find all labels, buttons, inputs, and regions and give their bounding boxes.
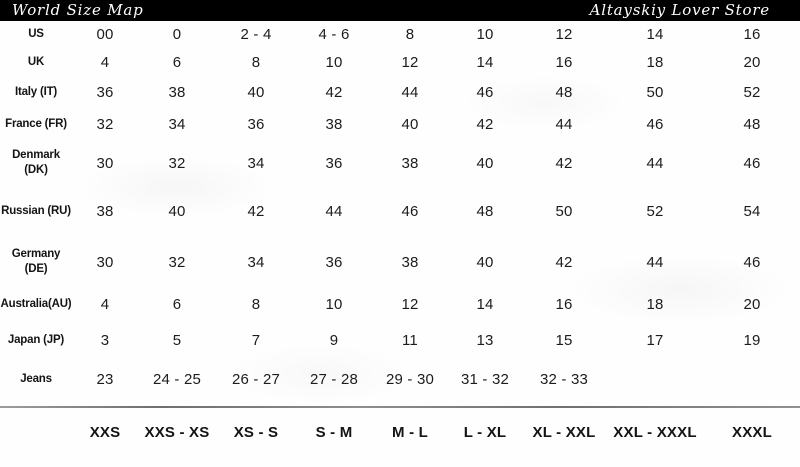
size-value: 4 - 6 — [318, 25, 350, 43]
size-value: 16 — [555, 53, 573, 71]
size-value: 17 — [646, 332, 664, 349]
size-value: 40 — [168, 202, 186, 220]
size-value: 13 — [476, 332, 494, 349]
footer-size-label: S - M — [315, 424, 353, 441]
table-row — [0, 140, 800, 186]
size-value: 27 - 28 — [309, 370, 359, 388]
table-row — [0, 108, 800, 140]
size-value: 46 — [401, 202, 419, 220]
footer-size-label: M - L — [392, 424, 428, 441]
size-value: 38 — [401, 154, 419, 172]
size-value: 20 — [743, 53, 761, 71]
size-value — [704, 360, 800, 398]
row-label-line: Australia(AU) — [0, 298, 72, 310]
size-value: 34 — [247, 154, 265, 172]
footer-size-label: XXS - XS — [144, 424, 210, 441]
size-value: 0 — [172, 25, 182, 43]
size-value: 32 — [168, 154, 186, 172]
size-value: 46 — [743, 253, 761, 271]
row-label — [0, 321, 72, 360]
size-value: 12 — [401, 296, 419, 313]
size-value: 30 — [96, 154, 114, 172]
footer-empty-cell — [0, 408, 72, 457]
size-value: 52 — [646, 202, 664, 220]
size-value: 3 — [100, 332, 110, 349]
footer-size-row — [0, 408, 800, 457]
size-value: 36 — [247, 115, 265, 133]
size-value: 44 — [555, 115, 573, 133]
size-value: 16 — [743, 25, 761, 43]
size-value: 48 — [743, 115, 761, 133]
size-value: 11 — [402, 332, 418, 349]
row-label-line: Denmark — [12, 149, 60, 161]
size-value: 44 — [401, 84, 419, 101]
size-value: 16 — [555, 296, 573, 313]
row-label-line: France (FR) — [5, 117, 67, 130]
size-value: 40 — [476, 154, 494, 172]
size-value: 42 — [555, 253, 573, 271]
size-value: 26 - 27 — [231, 370, 281, 388]
size-value: 19 — [743, 332, 761, 349]
size-value: 9 — [329, 332, 339, 349]
size-value: 44 — [325, 202, 343, 220]
size-value: 18 — [646, 53, 664, 71]
size-value: 29 - 30 — [385, 370, 435, 388]
size-value: 38 — [401, 253, 419, 271]
size-value: 48 — [555, 84, 573, 101]
table-row — [0, 360, 800, 398]
size-value: 34 — [247, 253, 265, 271]
row-label — [0, 47, 72, 77]
row-label — [0, 288, 72, 321]
row-label — [0, 140, 72, 186]
size-value: 40 — [476, 253, 494, 271]
size-value: 31 - 32 — [460, 370, 510, 388]
row-label-line: Italy (IT) — [14, 86, 58, 98]
size-value: 8 — [251, 296, 261, 313]
table-row — [0, 77, 800, 108]
size-value: 36 — [96, 84, 114, 101]
size-value: 7 — [251, 332, 261, 349]
size-value: 50 — [555, 202, 573, 220]
table-row — [0, 236, 800, 288]
footer-size-label: XL - XXL — [532, 424, 596, 441]
size-value: 6 — [172, 296, 182, 313]
size-value: 48 — [476, 202, 494, 220]
row-label-line: US — [28, 27, 44, 40]
size-value: 32 — [96, 115, 114, 133]
size-value: 12 — [401, 53, 419, 71]
size-value: 46 — [743, 154, 761, 172]
size-value: 52 — [743, 84, 761, 101]
table-row — [0, 47, 800, 77]
header-bar — [0, 0, 800, 21]
size-value: 46 — [476, 84, 494, 101]
size-table-body — [0, 21, 800, 398]
footer-size-label: L - XL — [463, 424, 507, 441]
size-value: 14 — [476, 53, 494, 71]
size-value: 10 — [476, 25, 494, 43]
size-value: 00 — [96, 25, 114, 43]
row-label — [0, 77, 72, 108]
size-conversion-table — [0, 21, 800, 398]
size-value: 4 — [100, 296, 110, 313]
table-row — [0, 288, 800, 321]
size-value: 40 — [247, 84, 265, 101]
footer-size-label: XXS — [89, 424, 121, 441]
size-value: 24 - 25 — [152, 370, 202, 388]
size-value: 42 — [476, 115, 494, 133]
size-value: 44 — [646, 154, 664, 172]
size-value: 40 — [401, 115, 419, 133]
size-value: 10 — [325, 53, 343, 71]
size-value: 14 — [476, 296, 494, 313]
row-label-line: Germany — [11, 248, 61, 260]
size-value: 54 — [743, 202, 761, 220]
size-value: 36 — [325, 253, 343, 271]
size-value: 8 — [405, 25, 415, 43]
row-label-line: Jeans — [20, 372, 52, 385]
size-value: 23 — [96, 370, 114, 388]
table-row — [0, 186, 800, 236]
size-value: 42 — [247, 202, 265, 220]
table-row — [0, 21, 800, 47]
size-value: 38 — [168, 84, 186, 101]
size-value: 8 — [251, 53, 261, 71]
row-label-line: Russian (RU) — [1, 204, 71, 217]
size-value: 10 — [325, 296, 343, 313]
row-label — [0, 108, 72, 140]
size-value: 15 — [555, 332, 573, 349]
row-label — [0, 360, 72, 398]
size-value — [606, 360, 704, 398]
footer-size-label: XS - S — [233, 424, 279, 441]
row-label-line: (DE) — [24, 263, 48, 275]
table-row — [0, 321, 800, 360]
size-value: 14 — [646, 25, 664, 43]
size-value: 30 — [96, 253, 114, 271]
row-label-line: Japan (JP) — [7, 334, 65, 346]
row-label-line: (DK) — [24, 164, 48, 176]
row-label-line: UK — [27, 55, 45, 68]
size-value: 20 — [743, 296, 761, 313]
size-value: 38 — [325, 115, 343, 133]
size-value: 34 — [168, 115, 186, 133]
row-label — [0, 186, 72, 236]
size-value: 5 — [172, 332, 182, 349]
row-label — [0, 21, 72, 47]
size-value: 18 — [646, 296, 664, 313]
page-title: World Size Map — [12, 1, 144, 19]
size-value: 36 — [325, 154, 343, 172]
size-value: 32 — [168, 253, 186, 271]
size-value: 42 — [325, 84, 343, 101]
size-value: 2 - 4 — [240, 25, 272, 43]
size-value: 44 — [646, 253, 664, 271]
size-value: 12 — [555, 25, 573, 43]
size-value: 38 — [96, 202, 114, 220]
footer-size-label: XXXL — [732, 424, 772, 441]
intl-size-footer — [0, 408, 800, 457]
row-label — [0, 236, 72, 288]
size-value: 50 — [646, 84, 664, 101]
size-value: 6 — [172, 53, 182, 71]
store-name: Altayskiy Lover Store — [589, 1, 770, 19]
size-value: 32 - 33 — [539, 370, 589, 388]
size-value: 4 — [100, 53, 110, 71]
size-value: 42 — [555, 154, 573, 172]
size-value: 46 — [646, 115, 664, 133]
footer-size-label: XXL - XXXL — [613, 424, 697, 441]
